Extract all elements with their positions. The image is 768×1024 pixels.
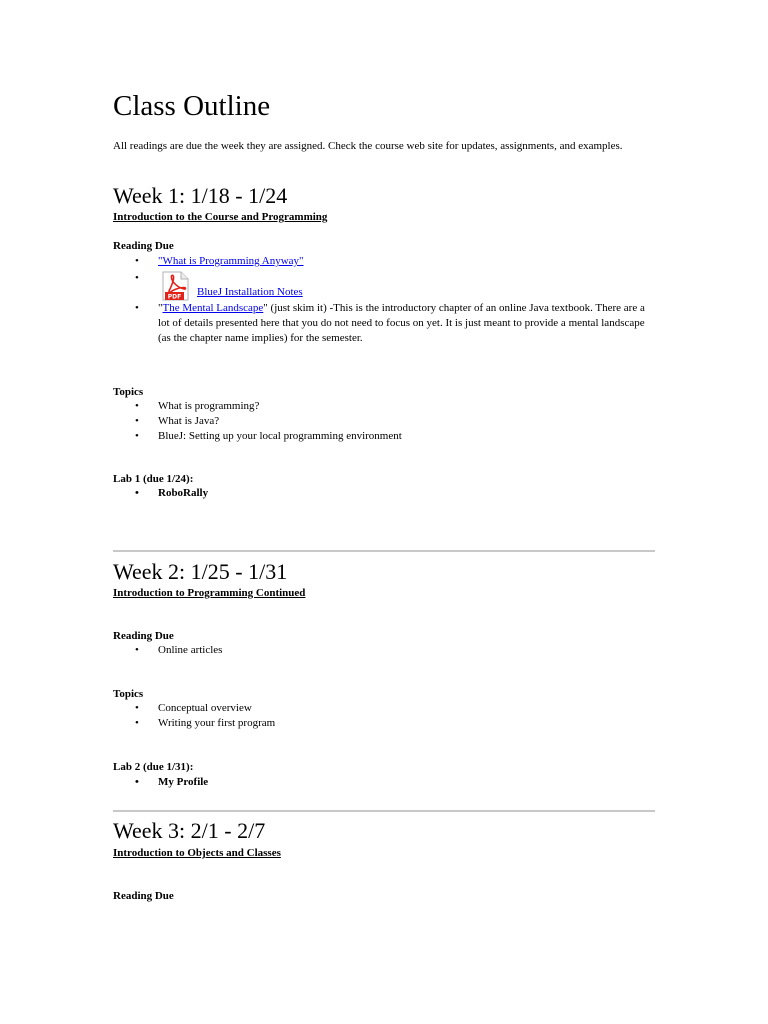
what-is-programming-link[interactable]: "What is Programming Anyway" (158, 255, 304, 267)
week-3-reading-label: Reading Due (113, 890, 174, 902)
week-2-topics-label: Topics (113, 688, 144, 700)
lab-2-list (113, 775, 658, 790)
bluej-installation-notes-link[interactable]: BlueJ Installation Notes (197, 286, 303, 298)
list-item: • Online articles (113, 643, 658, 658)
pdf-file-icon[interactable] (158, 271, 191, 301)
week-2-topics-list (113, 701, 658, 731)
page-title: Class Outline (113, 90, 271, 122)
svg-text:PDF: • PDF (167, 293, 182, 301)
week-2-reading-label: Reading Due (113, 630, 174, 642)
week-2-subtitle: Introduction to Programming Continued (113, 587, 306, 599)
week-3-heading: Week 3: 2/1 - 2/7 (113, 818, 266, 843)
list-item (113, 254, 658, 269)
list-item: • Writing your first program (113, 716, 658, 731)
lab-2-label: Lab 2 (due 1/31): (113, 761, 194, 773)
lab-1-list (113, 486, 658, 501)
mental-landscape-link[interactable]: The Mental Landscape (162, 302, 264, 314)
lab-1-label: Lab 1 (due 1/24): (113, 473, 194, 485)
week-3-subtitle: Introduction to Objects and Classes (113, 847, 281, 859)
list-item: • What is programming? (113, 399, 658, 414)
week-1-topics-list (113, 399, 658, 444)
intro-text: All readings are due the week they are assigned. Check the course web site for updates, assignments, and examples. (113, 140, 623, 152)
week-1-heading: Week 1: 1/18 - 1/24 (113, 183, 288, 208)
week-2-reading-list (113, 643, 658, 658)
quote-mark: " (158, 302, 163, 314)
week-1-reading-label: Reading Due (113, 240, 174, 252)
section-divider (113, 810, 655, 812)
list-item: • Conceptual overview (113, 701, 658, 716)
list-item: • What is Java? (113, 414, 658, 429)
list-item (113, 301, 658, 346)
week-1-reading-list (113, 254, 658, 346)
section-divider (113, 550, 655, 552)
list-item: • BlueJ: Setting up your local programming environment (113, 429, 658, 444)
mental-landscape-description: " (just skim it) -This is the introductory chapter of an online Java textbook. There are a lot of details presented here that you do not need to focus on yet. It is just meant to provide a mental landscape (as the chapter name implies) for the semester. (158, 302, 645, 344)
week-1-topics-label: Topics (113, 386, 144, 398)
week-1-subtitle: Introduction to the Course and Programming (113, 211, 328, 223)
list-item: • My Profile (113, 775, 658, 790)
list-item (113, 271, 658, 301)
list-item: • RoboRally (113, 486, 658, 501)
week-2-heading: Week 2: 1/25 - 1/31 (113, 559, 288, 584)
